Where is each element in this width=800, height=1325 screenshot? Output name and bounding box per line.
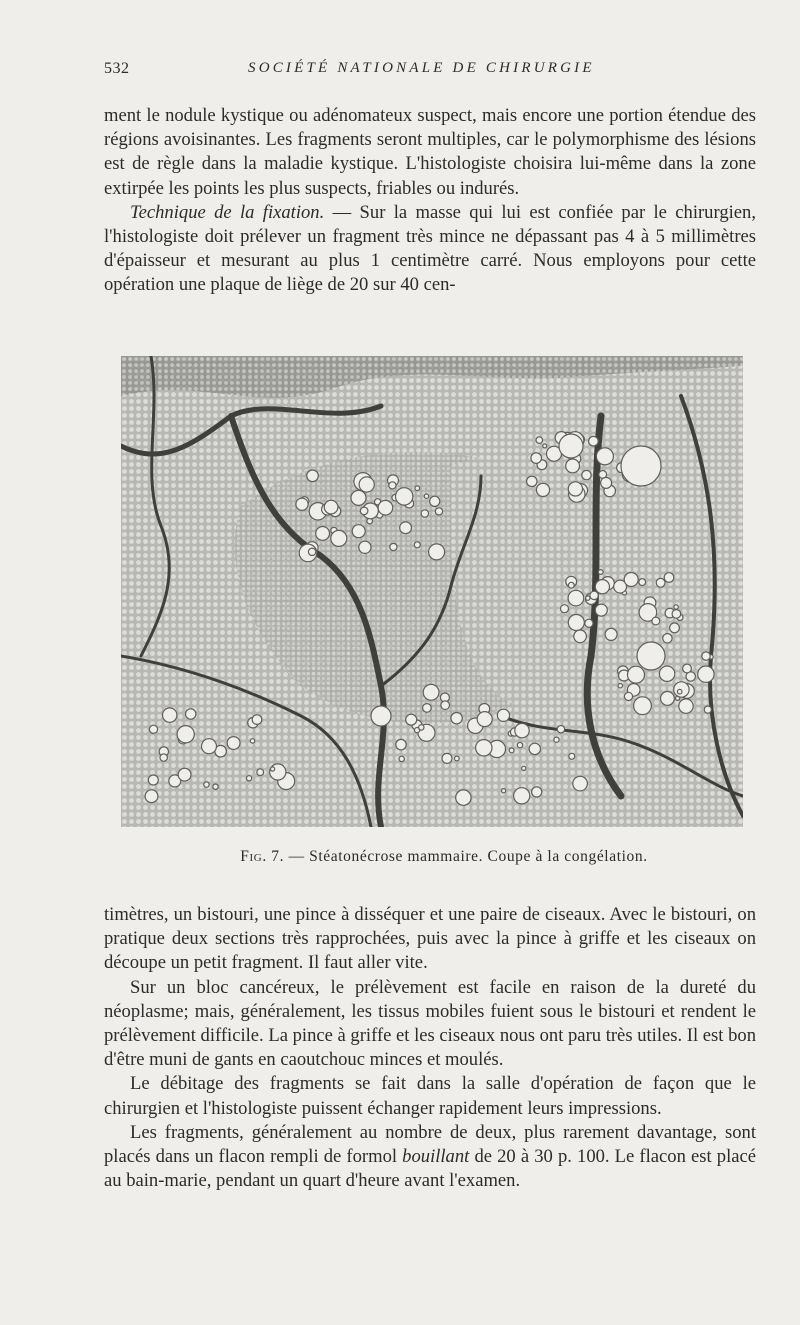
fat-vacuole [566,459,580,473]
fat-vacuole [621,446,661,486]
fat-vacuole [476,740,492,756]
fat-vacuole [659,666,674,681]
page-number: 532 [104,60,130,77]
paragraph-text: — Sur la masse qui lui est confiée par le chirurgien, l'histologiste doit prélever un fragment très mince ne dépassant pas 4 à 5 millimètres d'épaisseur et mesurant au plus 1 centimètre carré. Nous employons pour cette opération une plaque de liège de 20 sur 40 cen- [104,201,756,296]
fat-vacuole [582,470,591,479]
italic-term: bouillant [402,1146,470,1168]
figure-caption [104,848,784,866]
fat-vacuole [252,715,262,725]
micrograph-figure [121,356,743,827]
fat-vacuole [423,684,439,700]
fat-vacuole [522,766,526,770]
fat-vacuole [429,544,445,560]
fat-vacuole [423,704,432,713]
fat-vacuole [419,725,424,730]
fat-vacuole [430,496,440,506]
fat-vacuole [271,767,275,771]
fat-vacuole [672,610,681,619]
fat-vacuole [559,434,583,458]
paragraph-text: Les fragments, généralement au nombre de deux, plus rarement davantage, sont placés dans un flacon rempli de formol [104,1121,756,1168]
fat-vacuole [415,486,420,491]
running-title: SOCIÉTÉ NATIONALE DE CHIRURGIE [248,60,595,76]
fat-vacuole [634,697,652,715]
fat-vacuole [307,470,319,482]
section-heading: Technique de la fixation. [130,201,325,223]
paragraph [104,201,756,298]
fat-vacuole [529,743,540,754]
fat-vacuole [148,775,158,785]
fat-vacuole [554,737,559,742]
fat-vacuole [639,579,646,586]
fat-vacuole [543,444,547,448]
fat-vacuole [514,788,530,804]
fat-vacuole [637,642,665,670]
fat-vacuole [568,582,574,588]
fat-vacuole [618,684,622,688]
fat-vacuole [509,748,514,753]
fat-vacuole [605,628,617,640]
paragraph: timètres, un bistouri, une pince à disséquer et une paire de ciseaux. Avec le bistouri, on pratique deux sections très rapprochées, puis avec la pince à griffe et les ciseaux on découpe un petit fragment. Il faut aller vite. [104,904,756,974]
fat-vacuole [569,753,575,759]
fat-vacuole [451,713,462,724]
fat-vacuole [698,666,714,682]
paragraph: Sur un bloc cancéreux, le prélèvement est facile en raison de la dureté du néoplasme; mais, généralement, les tissus mobiles fuient sous le bistouri et rendent le prélèvement difficile. La pince à griffe et les ciseaux nous ont paru très utiles. Il est bon d'être muni de gants en caoutchouc minces et moulés. [104,976,756,1071]
fat-vacuole [536,437,543,444]
fat-vacuole [477,712,492,727]
fat-vacuole [557,726,564,733]
fat-vacuole [663,634,672,643]
fat-vacuole [250,739,254,743]
fat-vacuole [601,477,612,488]
fat-vacuole [435,508,442,515]
fat-vacuole [531,453,542,464]
fat-vacuole [177,726,194,743]
fat-vacuole [389,482,396,489]
fat-vacuole [585,619,593,627]
fat-vacuole [568,482,582,496]
fat-vacuole [424,494,428,498]
fat-vacuole [595,604,607,616]
fat-vacuole [573,776,588,791]
fat-vacuole [399,756,404,761]
fat-vacuole [517,742,522,747]
fat-vacuole [414,542,420,548]
fat-vacuole [568,615,584,631]
fat-vacuole [589,436,599,446]
fat-vacuole [656,578,665,587]
fat-vacuole [178,768,191,781]
fat-vacuole [561,605,569,613]
fat-vacuole [454,756,459,761]
fat-vacuole [213,784,218,789]
paragraph: ment le nodule kystique ou adénomateux suspect, mais encore une portion étendue des régions avoisinantes. Les fragments seront multiples, car le polymorphisme des lésions est de règle dans la maladie kystique. L'histologiste choisira lui-même dans la zone extirpée les points les plus suspects, friables ou indurés. [104,105,756,199]
fat-vacuole [515,723,529,737]
fat-vacuole [351,490,366,505]
fat-vacuole [227,737,240,750]
fat-vacuole [679,699,693,713]
fat-vacuole [378,500,393,515]
paragraph: Le débitage des fragments se fait dans la salle d'opération de façon que le chirurgien et l'histologiste puissent échanger rapidement leurs impressions. [104,1073,756,1119]
fat-vacuole [664,573,674,583]
fat-vacuole [674,605,678,609]
fat-vacuole [628,666,645,683]
text-block-bottom [104,903,756,1193]
fat-vacuole [586,596,590,600]
fat-vacuole [247,776,252,781]
figure-caption-text: — Stéatonécrose mammaire. Coupe à la congélation. [284,848,648,865]
fat-vacuole [624,573,638,587]
fat-vacuole [186,709,196,719]
fat-vacuole [702,652,710,660]
fat-vacuole [574,630,587,643]
fat-vacuole [308,548,315,555]
fat-vacuole [442,753,452,763]
fat-vacuole [371,706,391,726]
fat-vacuole [624,692,632,700]
fat-vacuole [396,739,406,749]
fat-vacuole [421,510,428,517]
fat-vacuole [324,500,338,514]
fat-vacuole [670,623,680,633]
fat-vacuole [568,590,584,606]
fat-vacuole [532,787,542,797]
fat-vacuole [502,789,506,793]
fat-vacuole [359,477,374,492]
micrograph-image [121,356,743,827]
fat-vacuole [204,782,209,787]
fat-vacuole [661,692,675,706]
fat-vacuole [683,664,692,673]
fat-vacuole [359,541,371,553]
fat-vacuole [149,725,157,733]
fat-vacuole [145,790,158,803]
fat-vacuole [456,790,471,805]
fat-vacuole [596,448,613,465]
fat-vacuole [360,507,368,515]
fat-vacuole [590,591,598,599]
paragraph [104,1121,756,1194]
fat-vacuole [160,754,167,761]
fat-vacuole [441,701,450,710]
fat-vacuole [390,543,397,550]
text-block-top [104,104,756,298]
fat-vacuole [406,714,417,725]
paragraph-text: de 20 à 30 p. 100. Le flacon est placé au bain-marie, pendant un quart d'heure avant l'examen. [104,1146,757,1192]
figure-label: Fig. 7. [240,848,285,865]
fat-vacuole [677,689,682,694]
fat-vacuole [652,617,660,625]
fat-vacuole [396,488,413,505]
running-header [104,60,756,86]
fat-vacuole [352,525,365,538]
fat-vacuole [202,739,217,754]
fat-vacuole [595,580,609,594]
fat-vacuole [296,498,308,510]
fat-vacuole [331,530,347,546]
fat-vacuole [536,483,549,496]
fat-vacuole [598,570,603,575]
fat-vacuole [316,527,330,541]
fat-vacuole [400,522,412,534]
fat-vacuole [704,706,711,713]
fat-vacuole [257,769,264,776]
fat-vacuole [497,709,509,721]
fat-vacuole [527,476,537,486]
fat-vacuole [163,708,177,722]
fat-vacuole [270,764,286,780]
